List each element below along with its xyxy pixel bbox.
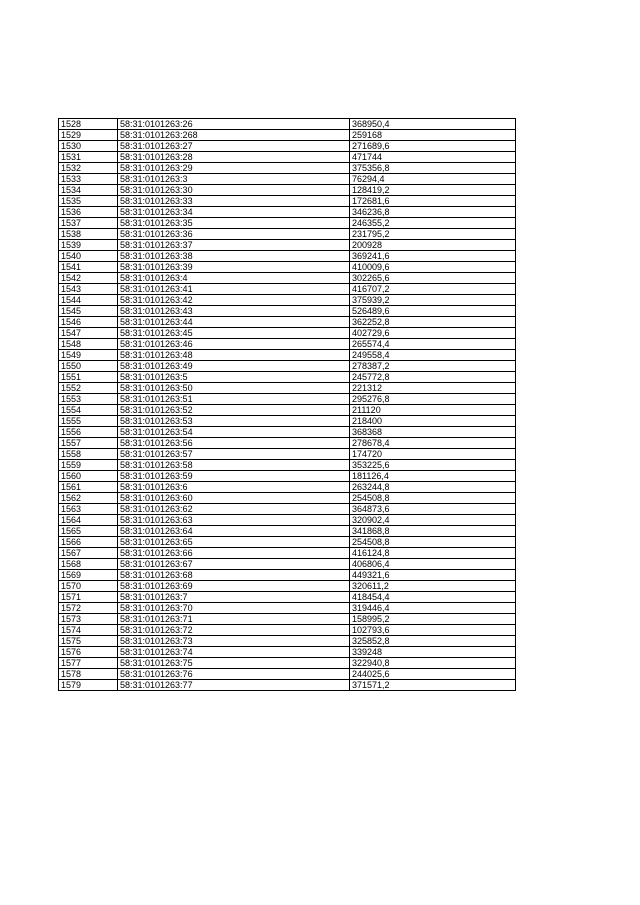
cadastral-number-cell: 58:31:0101263:45 — [118, 328, 350, 339]
value-cell: 245772,8 — [350, 372, 516, 383]
cadastral-number-cell: 58:31:0101263:27 — [118, 141, 350, 152]
cadastral-number-cell: 58:31:0101263:53 — [118, 416, 350, 427]
cadastral-number-cell: 58:31:0101263:29 — [118, 163, 350, 174]
table-row — [59, 680, 516, 691]
row-number-cell: 1554 — [59, 405, 118, 416]
value-cell: 302265,6 — [350, 273, 516, 284]
row-number-cell: 1551 — [59, 372, 118, 383]
row-number-cell: 1567 — [59, 548, 118, 559]
table-row — [59, 196, 516, 207]
row-number-cell: 1548 — [59, 339, 118, 350]
value-cell: 449321,6 — [350, 570, 516, 581]
row-number-cell: 1572 — [59, 603, 118, 614]
table-row — [59, 636, 516, 647]
row-number-cell: 1556 — [59, 427, 118, 438]
row-number-cell: 1579 — [59, 680, 118, 691]
table-row — [59, 603, 516, 614]
table-row — [59, 537, 516, 548]
row-number-cell: 1578 — [59, 669, 118, 680]
value-cell: 320902,4 — [350, 515, 516, 526]
row-number-cell: 1552 — [59, 383, 118, 394]
row-number-cell: 1562 — [59, 493, 118, 504]
cadastral-number-cell: 58:31:0101263:268 — [118, 130, 350, 141]
value-cell: 263244,8 — [350, 482, 516, 493]
cadastral-number-cell: 58:31:0101263:4 — [118, 273, 350, 284]
value-cell: 271689,6 — [350, 141, 516, 152]
cadastral-number-cell: 58:31:0101263:46 — [118, 339, 350, 350]
table-row — [59, 317, 516, 328]
row-number-cell: 1546 — [59, 317, 118, 328]
value-cell: 231795,2 — [350, 229, 516, 240]
row-number-cell: 1575 — [59, 636, 118, 647]
table-row — [59, 658, 516, 669]
row-number-cell: 1545 — [59, 306, 118, 317]
value-cell: 526489,6 — [350, 306, 516, 317]
row-number-cell: 1553 — [59, 394, 118, 405]
row-number-cell: 1536 — [59, 207, 118, 218]
value-cell: 416124,8 — [350, 548, 516, 559]
value-cell: 128419,2 — [350, 185, 516, 196]
value-cell: 375356,8 — [350, 163, 516, 174]
value-cell: 341868,8 — [350, 526, 516, 537]
table-row — [59, 471, 516, 482]
row-number-cell: 1563 — [59, 504, 118, 515]
cadastral-number-cell: 58:31:0101263:74 — [118, 647, 350, 658]
row-number-cell: 1568 — [59, 559, 118, 570]
row-number-cell: 1561 — [59, 482, 118, 493]
cadastral-number-cell: 58:31:0101263:72 — [118, 625, 350, 636]
cadastral-number-cell: 58:31:0101263:41 — [118, 284, 350, 295]
table-row — [59, 339, 516, 350]
value-cell: 368368 — [350, 427, 516, 438]
table-row — [59, 350, 516, 361]
cadastral-number-cell: 58:31:0101263:65 — [118, 537, 350, 548]
row-number-cell: 1528 — [59, 119, 118, 130]
table-row — [59, 119, 516, 130]
table-row — [59, 427, 516, 438]
table-row — [59, 284, 516, 295]
table-row — [59, 405, 516, 416]
table-row — [59, 218, 516, 229]
table-row — [59, 240, 516, 251]
cadastral-number-cell: 58:31:0101263:38 — [118, 251, 350, 262]
value-cell: 181126,4 — [350, 471, 516, 482]
cadastral-number-cell: 58:31:0101263:35 — [118, 218, 350, 229]
cadastral-number-cell: 58:31:0101263:51 — [118, 394, 350, 405]
row-number-cell: 1560 — [59, 471, 118, 482]
cadastral-number-cell: 58:31:0101263:36 — [118, 229, 350, 240]
table-row — [59, 295, 516, 306]
row-number-cell: 1532 — [59, 163, 118, 174]
table-row — [59, 438, 516, 449]
value-cell: 278678,4 — [350, 438, 516, 449]
cadastral-number-cell: 58:31:0101263:59 — [118, 471, 350, 482]
value-cell: 172681,6 — [350, 196, 516, 207]
value-cell: 410009,6 — [350, 262, 516, 273]
value-cell: 416707,2 — [350, 284, 516, 295]
row-number-cell: 1549 — [59, 350, 118, 361]
cadastral-number-cell: 58:31:0101263:68 — [118, 570, 350, 581]
cadastral-number-cell: 58:31:0101263:62 — [118, 504, 350, 515]
cadastral-number-cell: 58:31:0101263:70 — [118, 603, 350, 614]
row-number-cell: 1547 — [59, 328, 118, 339]
row-number-cell: 1529 — [59, 130, 118, 141]
table-row — [59, 394, 516, 405]
cadastral-number-cell: 58:31:0101263:73 — [118, 636, 350, 647]
value-cell: 254508,8 — [350, 537, 516, 548]
table-row — [59, 372, 516, 383]
row-number-cell: 1542 — [59, 273, 118, 284]
value-cell: 76294,4 — [350, 174, 516, 185]
table-row — [59, 669, 516, 680]
cadastral-number-cell: 58:31:0101263:64 — [118, 526, 350, 537]
cadastral-table — [58, 118, 516, 691]
cadastral-number-cell: 58:31:0101263:34 — [118, 207, 350, 218]
cadastral-number-cell: 58:31:0101263:71 — [118, 614, 350, 625]
row-number-cell: 1565 — [59, 526, 118, 537]
row-number-cell: 1569 — [59, 570, 118, 581]
table-row — [59, 548, 516, 559]
table-row — [59, 163, 516, 174]
cadastral-number-cell: 58:31:0101263:56 — [118, 438, 350, 449]
table-row — [59, 504, 516, 515]
row-number-cell: 1544 — [59, 295, 118, 306]
table-row — [59, 493, 516, 504]
cadastral-number-cell: 58:31:0101263:52 — [118, 405, 350, 416]
value-cell: 325852,8 — [350, 636, 516, 647]
table-row — [59, 449, 516, 460]
cadastral-number-cell: 58:31:0101263:48 — [118, 350, 350, 361]
cadastral-number-cell: 58:31:0101263:63 — [118, 515, 350, 526]
table-row — [59, 383, 516, 394]
data-sheet — [58, 118, 515, 691]
row-number-cell: 1535 — [59, 196, 118, 207]
table-row — [59, 361, 516, 372]
table-row — [59, 262, 516, 273]
row-number-cell: 1534 — [59, 185, 118, 196]
cadastral-number-cell: 58:31:0101263:5 — [118, 372, 350, 383]
table-row — [59, 328, 516, 339]
value-cell: 402729,6 — [350, 328, 516, 339]
row-number-cell: 1537 — [59, 218, 118, 229]
value-cell: 211120 — [350, 405, 516, 416]
row-number-cell: 1530 — [59, 141, 118, 152]
value-cell: 406806,4 — [350, 559, 516, 570]
row-number-cell: 1573 — [59, 614, 118, 625]
cadastral-number-cell: 58:31:0101263:39 — [118, 262, 350, 273]
value-cell: 322940,8 — [350, 658, 516, 669]
value-cell: 369241,6 — [350, 251, 516, 262]
table-row — [59, 416, 516, 427]
table-row — [59, 207, 516, 218]
value-cell: 418454,4 — [350, 592, 516, 603]
cadastral-number-cell: 58:31:0101263:28 — [118, 152, 350, 163]
table-row — [59, 592, 516, 603]
row-number-cell: 1559 — [59, 460, 118, 471]
cadastral-number-cell: 58:31:0101263:54 — [118, 427, 350, 438]
cadastral-number-cell: 58:31:0101263:69 — [118, 581, 350, 592]
table-row — [59, 515, 516, 526]
table-row — [59, 482, 516, 493]
row-number-cell: 1541 — [59, 262, 118, 273]
table-row — [59, 273, 516, 284]
value-cell: 320611,2 — [350, 581, 516, 592]
value-cell: 218400 — [350, 416, 516, 427]
value-cell: 319446,4 — [350, 603, 516, 614]
cadastral-number-cell: 58:31:0101263:3 — [118, 174, 350, 185]
cadastral-number-cell: 58:31:0101263:76 — [118, 669, 350, 680]
value-cell: 249558,4 — [350, 350, 516, 361]
value-cell: 174720 — [350, 449, 516, 460]
row-number-cell: 1550 — [59, 361, 118, 372]
row-number-cell: 1574 — [59, 625, 118, 636]
row-number-cell: 1533 — [59, 174, 118, 185]
value-cell: 278387,2 — [350, 361, 516, 372]
value-cell: 265574,4 — [350, 339, 516, 350]
row-number-cell: 1571 — [59, 592, 118, 603]
row-number-cell: 1570 — [59, 581, 118, 592]
cadastral-number-cell: 58:31:0101263:75 — [118, 658, 350, 669]
cadastral-number-cell: 58:31:0101263:58 — [118, 460, 350, 471]
cadastral-number-cell: 58:31:0101263:77 — [118, 680, 350, 691]
row-number-cell: 1564 — [59, 515, 118, 526]
value-cell: 246355,2 — [350, 218, 516, 229]
table-row — [59, 614, 516, 625]
table-row — [59, 130, 516, 141]
cadastral-number-cell: 58:31:0101263:50 — [118, 383, 350, 394]
cadastral-number-cell: 58:31:0101263:33 — [118, 196, 350, 207]
table-row — [59, 306, 516, 317]
cadastral-number-cell: 58:31:0101263:57 — [118, 449, 350, 460]
table-row — [59, 570, 516, 581]
value-cell: 471744 — [350, 152, 516, 163]
table-row — [59, 185, 516, 196]
value-cell: 244025,6 — [350, 669, 516, 680]
cadastral-number-cell: 58:31:0101263:43 — [118, 306, 350, 317]
cadastral-number-cell: 58:31:0101263:60 — [118, 493, 350, 504]
row-number-cell: 1540 — [59, 251, 118, 262]
row-number-cell: 1557 — [59, 438, 118, 449]
value-cell: 158995,2 — [350, 614, 516, 625]
row-number-cell: 1576 — [59, 647, 118, 658]
table-row — [59, 559, 516, 570]
cadastral-number-cell: 58:31:0101263:26 — [118, 119, 350, 130]
cadastral-number-cell: 58:31:0101263:30 — [118, 185, 350, 196]
cadastral-number-cell: 58:31:0101263:67 — [118, 559, 350, 570]
row-number-cell: 1558 — [59, 449, 118, 460]
value-cell: 368950,4 — [350, 119, 516, 130]
cadastral-number-cell: 58:31:0101263:6 — [118, 482, 350, 493]
value-cell: 364873,6 — [350, 504, 516, 515]
table-row — [59, 141, 516, 152]
value-cell: 346236,8 — [350, 207, 516, 218]
value-cell: 259168 — [350, 130, 516, 141]
value-cell: 200928 — [350, 240, 516, 251]
row-number-cell: 1531 — [59, 152, 118, 163]
table-row — [59, 229, 516, 240]
row-number-cell: 1539 — [59, 240, 118, 251]
cadastral-number-cell: 58:31:0101263:49 — [118, 361, 350, 372]
table-row — [59, 581, 516, 592]
value-cell: 353225,6 — [350, 460, 516, 471]
table-row — [59, 647, 516, 658]
row-number-cell: 1577 — [59, 658, 118, 669]
cadastral-number-cell: 58:31:0101263:37 — [118, 240, 350, 251]
value-cell: 221312 — [350, 383, 516, 394]
table-row — [59, 251, 516, 262]
value-cell: 254508,8 — [350, 493, 516, 504]
table-row — [59, 625, 516, 636]
cadastral-number-cell: 58:31:0101263:66 — [118, 548, 350, 559]
row-number-cell: 1543 — [59, 284, 118, 295]
value-cell: 371571,2 — [350, 680, 516, 691]
cadastral-number-cell: 58:31:0101263:44 — [118, 317, 350, 328]
value-cell: 362252,8 — [350, 317, 516, 328]
row-number-cell: 1555 — [59, 416, 118, 427]
row-number-cell: 1538 — [59, 229, 118, 240]
cadastral-number-cell: 58:31:0101263:42 — [118, 295, 350, 306]
table-row — [59, 460, 516, 471]
table-row — [59, 526, 516, 537]
row-number-cell: 1566 — [59, 537, 118, 548]
table-row — [59, 174, 516, 185]
value-cell: 102793,6 — [350, 625, 516, 636]
value-cell: 375939,2 — [350, 295, 516, 306]
value-cell: 295276,8 — [350, 394, 516, 405]
table-row — [59, 152, 516, 163]
cadastral-number-cell: 58:31:0101263:7 — [118, 592, 350, 603]
table-body — [59, 119, 516, 691]
value-cell: 339248 — [350, 647, 516, 658]
